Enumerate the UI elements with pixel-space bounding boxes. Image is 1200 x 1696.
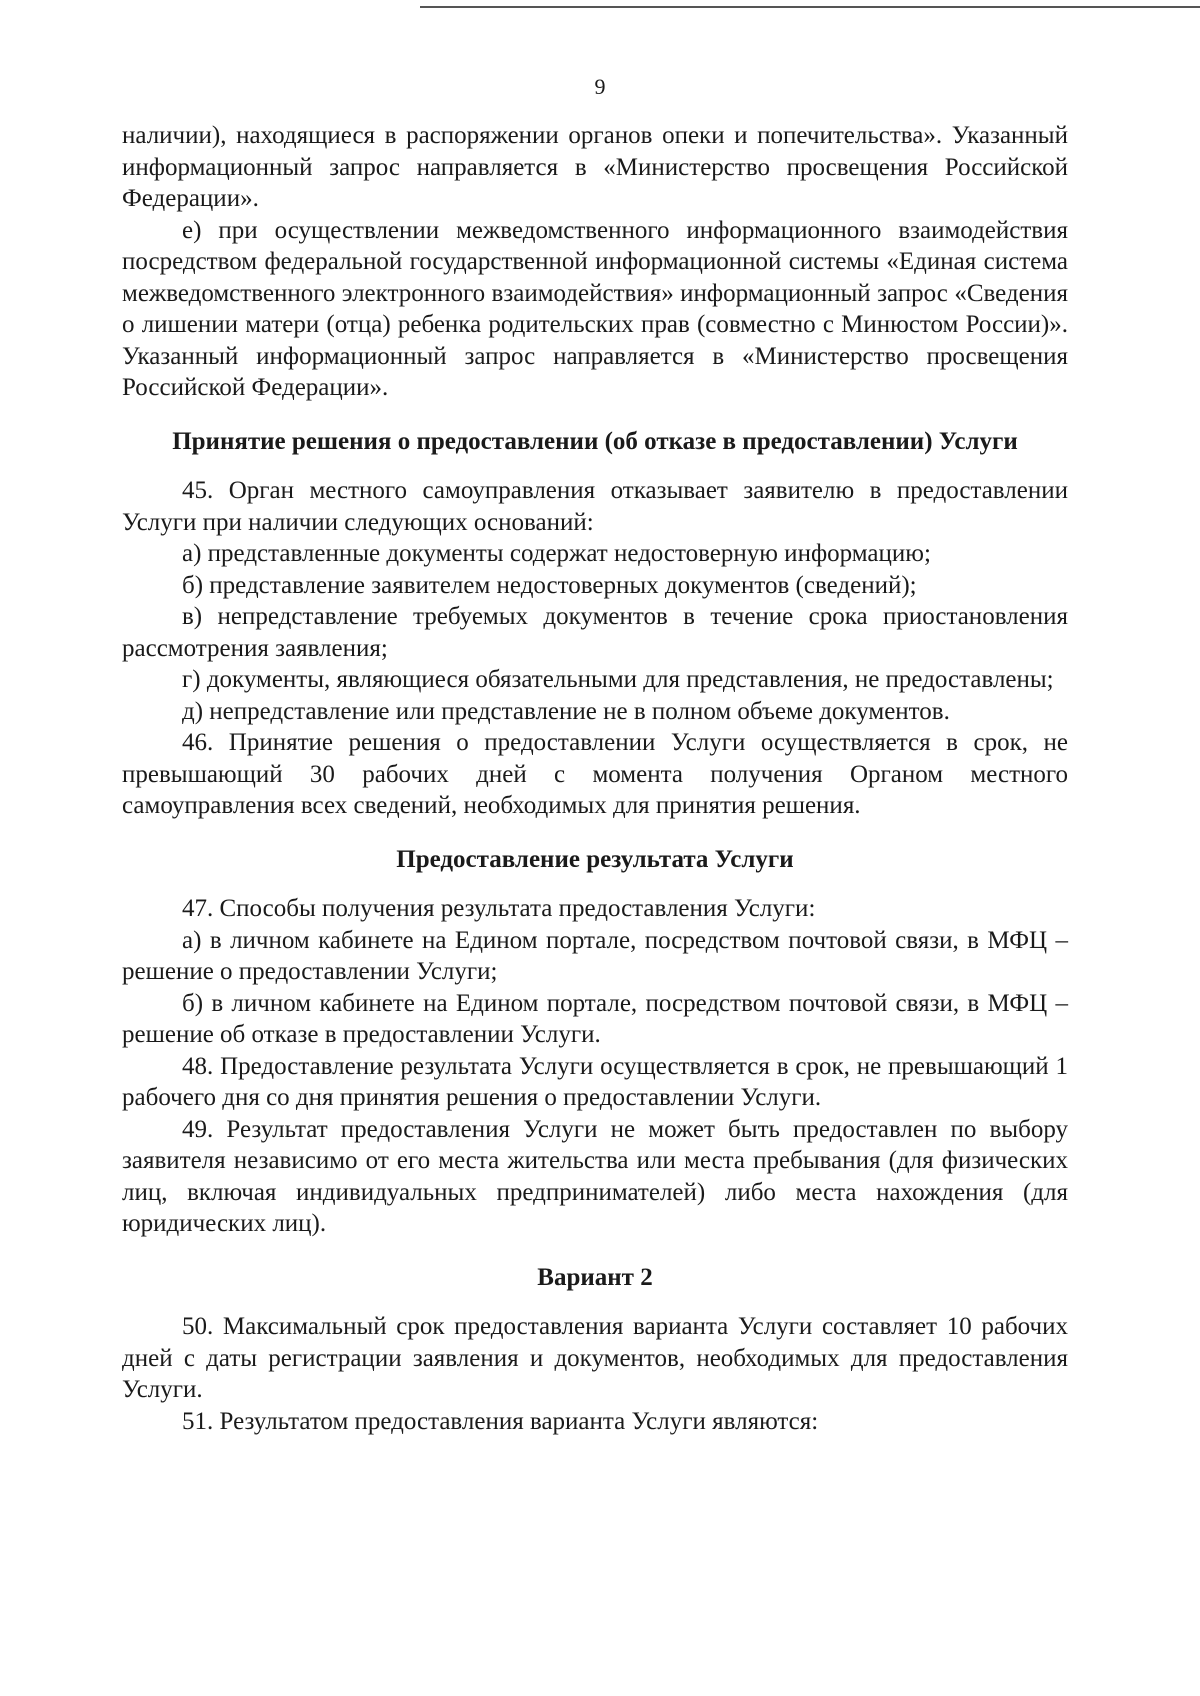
paragraph-45-a: а) представленные документы содержат недостоверную информацию;: [182, 540, 931, 567]
paragraph-continuation: наличии), находящиеся в распоряжении органов опеки и попечительства». Указанный информационный запрос направляется в «Министерство просвещения Российской Федерации».: [122, 122, 1068, 212]
section-heading-result: Предоставление результата Услуги: [396, 845, 794, 873]
paragraph-48: 48. Предоставление результата Услуги осуществляется в срок, не превышающий 1 рабочего дня со дня принятия решения о предоставлении Услуги.: [122, 1052, 1068, 1111]
paragraph-45-b: б) представление заявителем недостоверных документов (сведений);: [182, 571, 917, 599]
paragraph-item-e: е) при осуществлении межведомственного информационного взаимодействия посредством федеральной государственной информационной системы «Единая система межведомственного электронного взаимодействия» информационный запрос «Сведения о лишении матери (отца) ребенка родительских прав (совместно с Минюстом России)». Указанный информационный запрос направляется в «Министерство просвещения Российской Федерации».: [122, 216, 1068, 401]
paragraph-47-b: б) в личном кабинете на Едином портале, посредством почтовой связи, в МФЦ – решение об отказе в предоставлении Услуги.: [122, 989, 1068, 1048]
page-number: 9: [594, 74, 606, 99]
paragraph-51: 51. Результатом предоставления варианта Услуги являются:: [182, 1407, 819, 1435]
section-heading-variant-2: Вариант 2: [537, 1263, 653, 1291]
paragraph-45-v: в) непредставление требуемых документов в течение срока приостановления рассмотрения заявления;: [122, 603, 1068, 662]
section-heading-decision: Принятие решения о предоставлении (об отказе в предоставлении) Услуги: [172, 427, 1018, 455]
paragraph-50: 50. Максимальный срок предоставления варианта Услуги составляет 10 рабочих дней с даты регистрации заявления и документов, необходимых для предоставления Услуги.: [122, 1313, 1068, 1403]
paragraph-49: 49. Результат предоставления Услуги не может быть предоставлен по выбору заявителя независимо от его места жительства или места пребывания (для физических лиц, включая индивидуальных предпринимателей) либо места нахождения (для юридических лиц).: [122, 1115, 1068, 1237]
document-body: [122, 120, 1068, 1437]
paragraph-45-d: д) непредставление или представление не в полном объеме документов.: [182, 697, 950, 725]
paragraph-45-g: г) документы, являющиеся обязательными для представления, не предоставлены;: [182, 666, 1054, 693]
top-rule: [420, 6, 1200, 8]
paragraph-46: 46. Принятие решения о предоставлении Услуги осуществляется в срок, не превышающий 30 рабочих дней с момента получения Органом местного самоуправления всех сведений, необходимых для принятия решения.: [122, 729, 1068, 819]
paragraph-47-a: а) в личном кабинете на Едином портале, посредством почтовой связи, в МФЦ – решение о предоставлении Услуги;: [122, 926, 1068, 985]
paragraph-47: 47. Способы получения результата предоставления Услуги:: [182, 895, 816, 922]
paragraph-45: 45. Орган местного самоуправления отказывает заявителю в предоставлении Услуги при наличии следующих оснований:: [122, 477, 1068, 536]
